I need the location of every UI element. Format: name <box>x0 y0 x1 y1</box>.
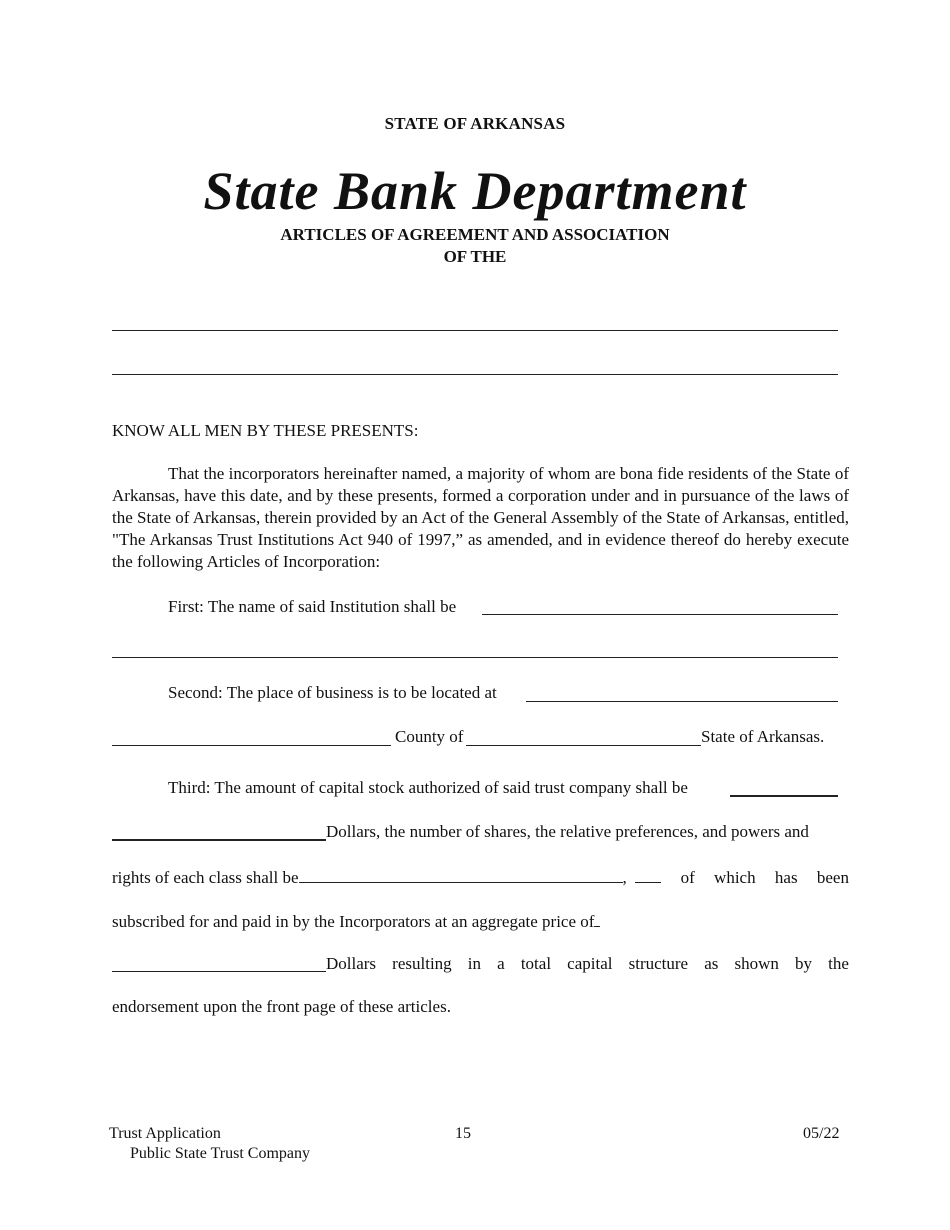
of-which-word: been <box>816 868 849 887</box>
rights-class-field[interactable] <box>299 865 623 883</box>
rights-word: rights <box>112 868 151 887</box>
rights-word: class <box>208 868 242 887</box>
of-which-word: which <box>714 868 756 887</box>
footer-left-line1: Trust Application <box>109 1125 221 1142</box>
second-article <box>168 682 497 704</box>
aggregate-price-field[interactable] <box>594 909 600 927</box>
state-of-arkansas-label: State of Arkansas. <box>701 727 825 746</box>
articles-title: ARTICLES OF AGREEMENT AND ASSOCIATION <box>280 225 670 244</box>
resulting-word: in <box>467 954 482 973</box>
resulting-word: structure <box>628 954 689 973</box>
resulting-word: the <box>828 954 849 973</box>
rights-word: of <box>154 868 170 887</box>
resulting-word: shown <box>734 954 779 973</box>
first-article <box>168 596 456 618</box>
resulting-word: Dollars <box>326 954 377 973</box>
capital-stock-field[interactable] <box>730 795 838 797</box>
institution-name-blank-1[interactable] <box>112 330 838 331</box>
county-name-field[interactable] <box>466 745 701 746</box>
resulting-word: total <box>520 954 552 973</box>
subscribed-label: subscribed for and paid in by the Incorporators at an aggregate price of <box>112 912 595 931</box>
rights-clause <box>112 865 661 889</box>
third-label: Third: The amount of capital stock authorized of said trust company shall be <box>168 778 688 797</box>
comma: , <box>622 868 636 887</box>
rights-word: each <box>173 868 205 887</box>
state-heading: STATE OF ARKANSAS <box>384 114 566 133</box>
resulting-field[interactable] <box>112 971 326 972</box>
footer-left-line2: Public State Trust Company <box>130 1145 311 1162</box>
of-which-word: of <box>680 868 695 887</box>
institution-name-field-2[interactable] <box>112 657 838 658</box>
institution-name-blank-2[interactable] <box>112 374 838 375</box>
footer-date: 05/22 <box>803 1125 840 1142</box>
first-label: First: The name of said Institution shall be <box>168 597 457 616</box>
resulting-word: capital <box>567 954 613 973</box>
preamble-paragraph <box>112 463 849 573</box>
resulting-row <box>326 953 849 975</box>
department-title: State Bank Department <box>203 161 747 221</box>
shares-count-field[interactable] <box>635 865 661 883</box>
institution-name-field[interactable] <box>482 614 838 615</box>
county-label: County of <box>395 727 464 746</box>
know-all-heading: KNOW ALL MEN BY THESE PRESENTS: <box>112 421 419 440</box>
rights-row <box>112 865 849 889</box>
business-location-field[interactable] <box>526 701 838 702</box>
county-field[interactable] <box>112 745 391 746</box>
dollars-shares-text: Dollars, the number of shares, the relative preferences, and powers and <box>326 822 809 841</box>
subscribed-text <box>112 909 600 933</box>
resulting-word: as <box>704 954 719 973</box>
page-number: 15 <box>455 1125 471 1142</box>
endorsement-text: endorsement upon the front page of these articles. <box>112 997 451 1016</box>
rights-word: be <box>282 868 299 887</box>
resulting-word: resulting <box>392 954 452 973</box>
third-article <box>168 777 688 799</box>
capital-dollars-field[interactable] <box>112 839 326 841</box>
of-which-word: has <box>774 868 798 887</box>
resulting-word: by <box>795 954 813 973</box>
second-label: Second: The place of business is to be located at <box>168 683 497 702</box>
rights-word: shall <box>246 868 279 887</box>
resulting-word: a <box>497 954 505 973</box>
of-the-line: OF THE <box>443 247 507 266</box>
preamble-text: That the incorporators hereinafter named, a majority of whom are bona fide residents of the State of Arkansas, have this date, and by these presents, formed a corporation under and in pursuance of the laws of the State of Arkansas, therein provided by an Act of the General Assembly of the State of Arkansas, entitled, "The Arkansas Trust Institutions Act 940 of 1997,” as amended, and in evidence thereof do hereby execute the following Articles of Incorporation: <box>112 464 849 571</box>
